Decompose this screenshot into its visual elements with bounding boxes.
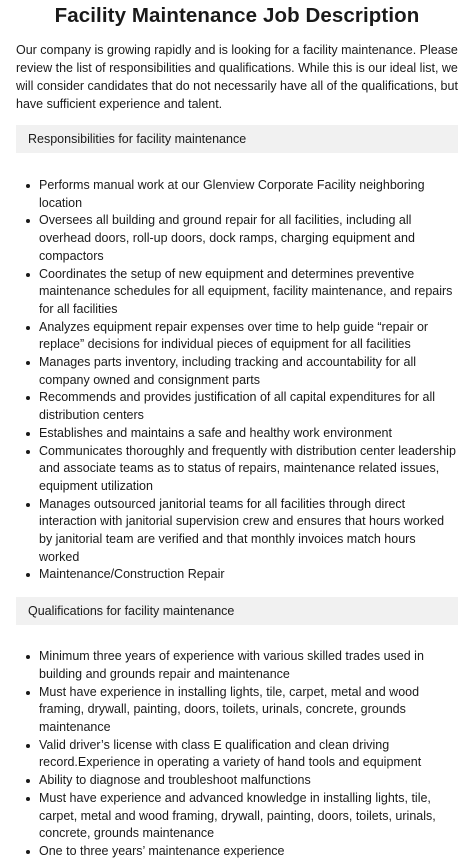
list-item: Communicates thoroughly and frequently with distribution center leadership and associate teams as to status of repairs, maintenance related issues, equipment utilization	[16, 443, 458, 496]
list-item: One to three years’ maintenance experience	[16, 843, 458, 861]
qualifications-list	[16, 648, 458, 860]
list-item: Minimum three years of experience with various skilled trades used in building and grounds repair and maintenance	[16, 648, 458, 683]
page-title: Facility Maintenance Job Description	[54, 4, 420, 27]
list-item: Coordinates the setup of new equipment and determines preventive maintenance schedules for all equipment, facility maintenance, and repairs for all facilities	[16, 266, 458, 319]
list-item: Must have experience and advanced knowledge in installing lights, tile, carpet, metal and wood framing, drywall, painting, doors, toilets, urinals, concrete, grounds maintenance	[16, 790, 458, 843]
list-item: Must have experience in installing lights, tile, carpet, metal and wood framing, drywall, painting, doors, toilets, urinals, concrete, grounds maintenance	[16, 684, 458, 737]
list-item: Valid driver’s license with class E qualification and clean driving record.Experience in operating a variety of hand tools and equipment	[16, 737, 458, 772]
responsibilities-heading: Responsibilities for facility maintenance	[16, 125, 458, 153]
list-item: Ability to diagnose and troubleshoot malfunctions	[16, 772, 458, 790]
intro-paragraph: Our company is growing rapidly and is looking for a facility maintenance. Please review the list of responsibilities and qualifications. While this is our ideal list, we will consider candidates that do not necessarily have all of the qualifications, but have sufficient experience and talent.	[16, 43, 458, 111]
list-item: Manages outsourced janitorial teams for all facilities through direct interaction with janitorial supervision crew and ensures that hours worked by janitorial team are verified and that monthly invoices match hours worked	[16, 496, 458, 567]
responsibilities-list	[16, 177, 458, 584]
list-item: Oversees all building and ground repair for all facilities, including all overhead doors, roll-up doors, dock ramps, charging equipment and compactors	[16, 212, 458, 265]
list-item: Analyzes equipment repair expenses over time to help guide “repair or replace” decisions for individual pieces of equipment for all facilities	[16, 319, 458, 354]
list-item: Establishes and maintains a safe and healthy work environment	[16, 425, 458, 443]
list-item: Maintenance/Construction Repair	[16, 566, 458, 584]
qualifications-heading: Qualifications for facility maintenance	[16, 597, 458, 625]
list-item: Performs manual work at our Glenview Corporate Facility neighboring location	[16, 177, 458, 212]
list-item: Manages parts inventory, including tracking and accountability for all company owned and consignment parts	[16, 354, 458, 389]
list-item: Recommends and provides justification of all capital expenditures for all distribution centers	[16, 389, 458, 424]
